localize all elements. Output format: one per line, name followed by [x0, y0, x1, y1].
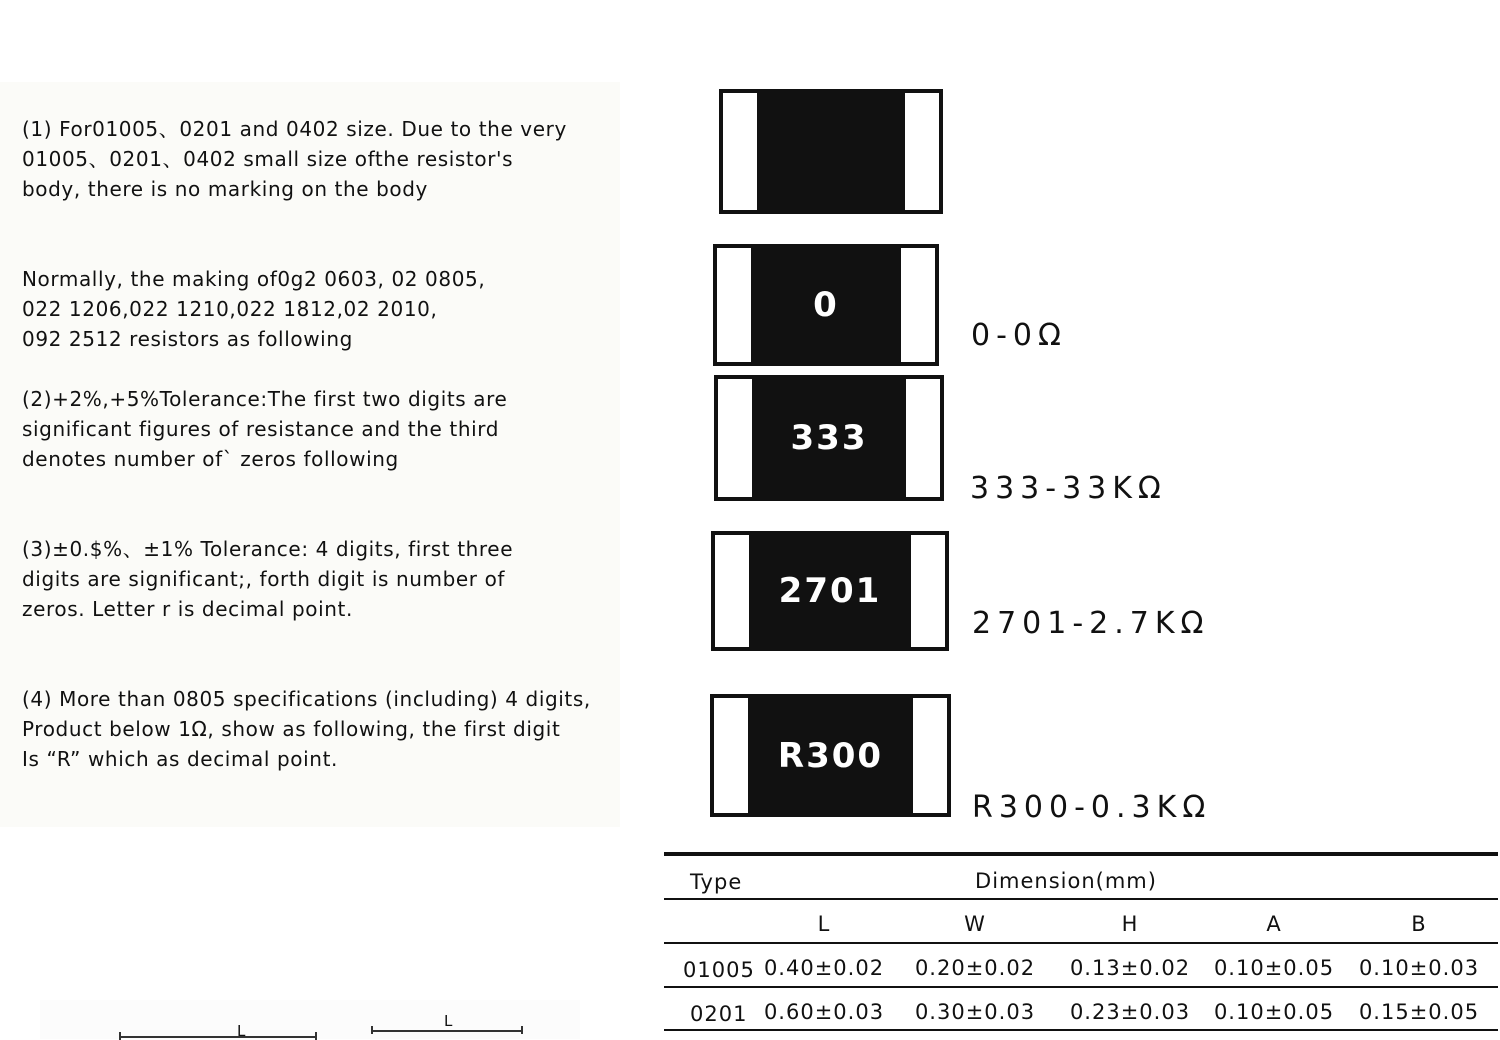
resistor-marking: 0 — [813, 285, 839, 325]
resistor-terminal-right — [902, 93, 939, 210]
resistor-code-333 — [714, 375, 944, 501]
paragraph-two-percent-tolerance: (2)+2%,+5%Tolerance:The first two digits are significant figures of resistance and the third denotes number of` zeros following — [22, 387, 508, 471]
dimension-header: Dimension(mm) — [975, 869, 1157, 893]
paragraph-marking-sizes: Normally, the making of0g2 0603, 02 0805, 022 1206,022 1210,022 1812,02 2010, 092 2512 resistors as following — [22, 267, 486, 351]
column-header-h: H — [1121, 912, 1139, 936]
column-header-b: B — [1411, 912, 1427, 936]
resistor-marking: 333 — [790, 418, 868, 458]
cell-l: 0.40±0.02 — [763, 956, 885, 980]
cell-h: 0.13±0.02 — [1069, 956, 1191, 980]
cell-a: 0.10±0.05 — [1213, 1000, 1335, 1024]
dimension-label-l: L — [444, 1012, 453, 1030]
resistor-code-r300 — [710, 694, 951, 817]
resistor-code-0 — [713, 244, 939, 366]
example-label-0: 0-0Ω — [971, 318, 1067, 353]
resistor-terminal-left — [723, 93, 760, 210]
dimension-line — [372, 1030, 522, 1032]
cell-b: 0.10±0.03 — [1358, 956, 1480, 980]
table-columns-rule — [664, 942, 1498, 944]
resistor-code-2701 — [711, 531, 949, 651]
dimension-label-l: L — [237, 1022, 246, 1040]
column-header-a: A — [1266, 912, 1282, 936]
table-row-rule — [664, 986, 1498, 988]
cell-w: 0.20±0.02 — [914, 956, 1036, 980]
resistor-unmarked — [719, 89, 943, 214]
cell-b: 0.15±0.05 — [1358, 1000, 1480, 1024]
dimension-line — [120, 1036, 316, 1038]
dimension-tick — [371, 1026, 373, 1034]
paragraph-one-percent-tolerance: (3)±0.$%、±1% Tolerance: 4 digits, first three digits are significant;, forth digit is number of zeros. Letter r is decimal point. — [22, 537, 514, 621]
cell-a: 0.10±0.05 — [1213, 956, 1335, 980]
paragraph-r-decimal: (4) More than 0805 specifications (including) 4 digits, Product below 1Ω, show as following, the first digit Is “R” which as decimal point. — [22, 687, 591, 771]
cell-type: 01005 — [683, 958, 755, 982]
paragraph-no-marking: (1) For01005、0201 and 0402 size. Due to the very 01005、0201、0402 small size ofthe resistor's body, there is no marking on the body — [22, 117, 567, 201]
cell-w: 0.30±0.03 — [914, 1000, 1036, 1024]
dimension-table — [664, 852, 1498, 1039]
resistor-marking: 2701 — [778, 571, 882, 611]
type-header: Type — [690, 870, 743, 894]
table-top-rule — [664, 852, 1498, 856]
table-header-rule — [664, 898, 1498, 900]
dimension-tick — [521, 1026, 523, 1034]
cell-l: 0.60±0.03 — [763, 1000, 885, 1024]
example-label-333: 333-33KΩ — [970, 471, 1167, 506]
resistor-marking: R300 — [777, 735, 884, 776]
cell-h: 0.23±0.03 — [1069, 1000, 1191, 1024]
column-header-l: L — [817, 912, 831, 936]
table-bottom-rule — [664, 1029, 1498, 1031]
cell-type: 0201 — [690, 1002, 748, 1026]
example-label-r300: R300-0.3KΩ — [972, 790, 1212, 825]
dimension-figure — [40, 1000, 580, 1039]
example-label-2701: 2701-2.7KΩ — [972, 606, 1210, 641]
column-header-w: W — [964, 912, 986, 936]
